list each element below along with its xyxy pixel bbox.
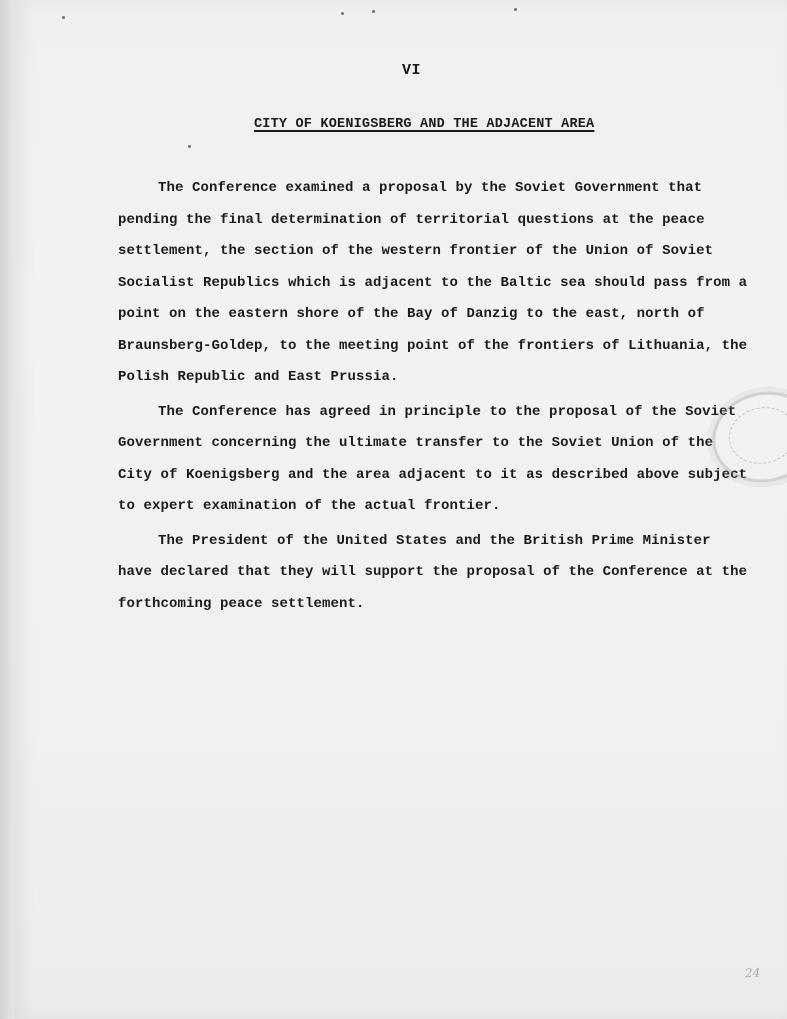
scan-left-edge xyxy=(0,0,14,1019)
paragraph-2: The Conference has agreed in principle to the proposal of the Soviet Government concerning the ultimate transfer to the Soviet Union of the City of Koenigsberg and the area adjacent to it as described above subject to expert examination of the actual frontier. xyxy=(118,403,748,514)
scan-speck xyxy=(341,12,344,15)
document-body xyxy=(118,173,748,623)
page-number: 24 xyxy=(744,965,761,981)
paragraph-1: The Conference examined a proposal by the Soviet Government that pending the final determination of territorial questions at the peace settlement, the section of the western frontier of the Union of Soviet Socialist Republics which is adjacent to the Baltic sea should pass from a point on the eastern shore of the Bay of Danzig to the east, north of Braunsberg-Goldep, to the meeting point of the frontiers of Lithuania, the Polish Republic and East Prussia. xyxy=(118,180,748,385)
section-title: CITY OF KOENIGSBERG AND THE ADJACENT AREA xyxy=(254,117,595,132)
scan-speck xyxy=(188,145,191,148)
scan-speck xyxy=(62,16,65,19)
archive-stamp-inner-ring xyxy=(724,401,787,470)
document-page xyxy=(14,0,787,1019)
scan-speck xyxy=(514,8,517,11)
section-number: VI xyxy=(402,62,422,79)
scan-speck xyxy=(372,10,375,13)
paragraph-3: The President of the United States and the British Prime Minister have declared that they will support the proposal of the Conference at the forthcoming peace settlement. xyxy=(118,532,748,612)
